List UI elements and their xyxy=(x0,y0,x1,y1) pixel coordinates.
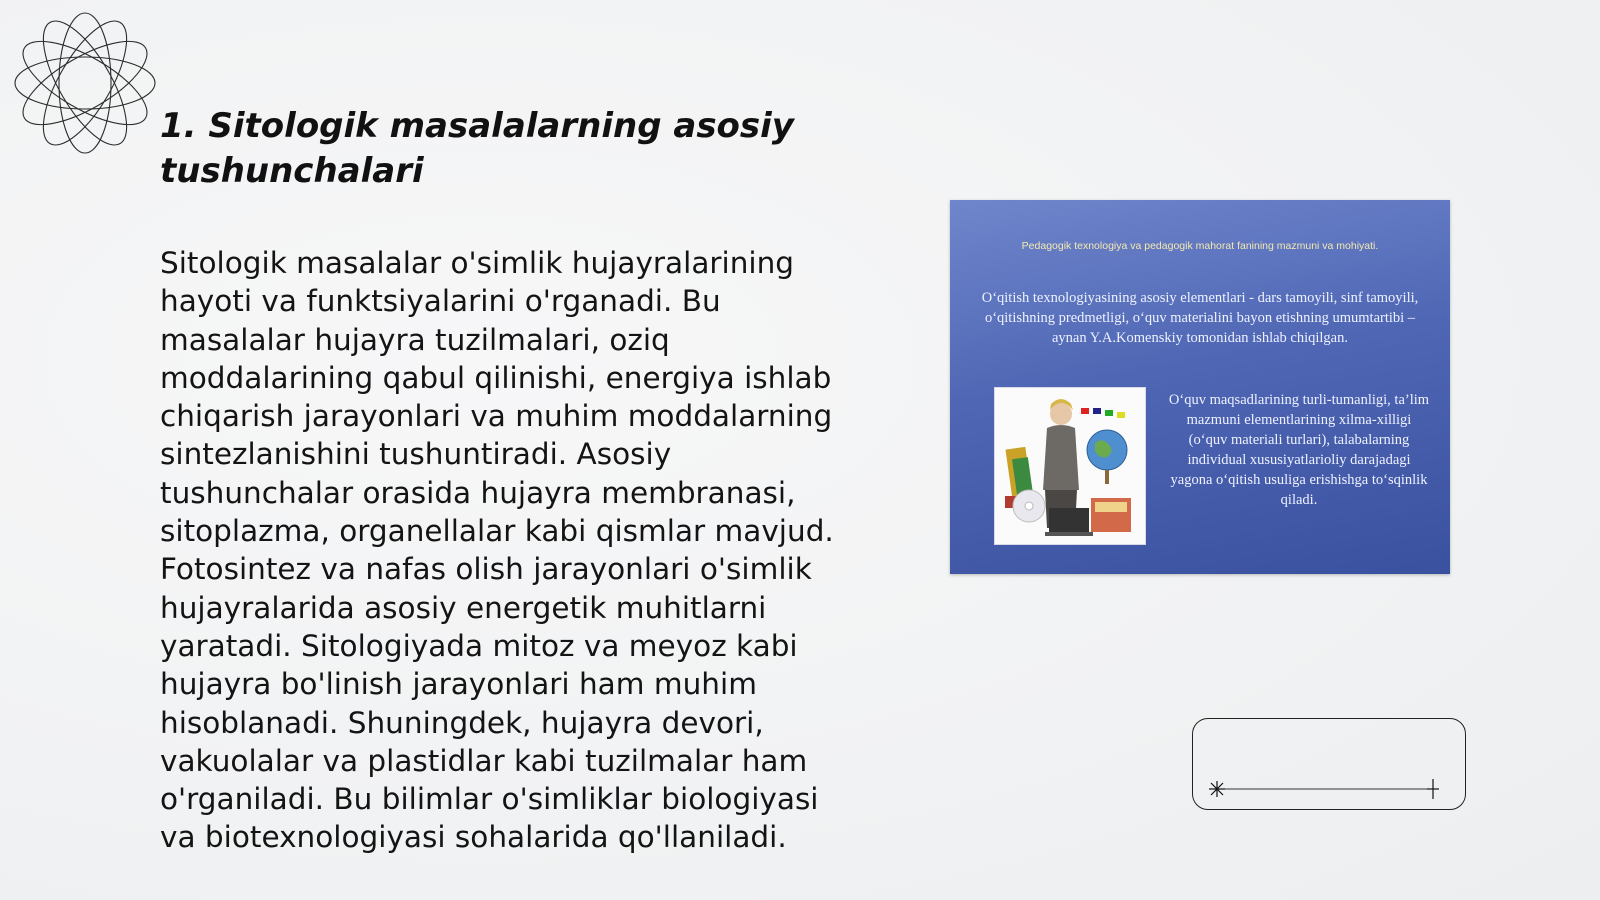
embedded-slide-heading: Pedagogik texnologiya va pedagogik mahorat fanining mazmuni va mohiyati. xyxy=(1021,240,1379,252)
teacher-with-globe-and-books-icon xyxy=(994,387,1146,545)
body-paragraph: Sitologik masalalar o'simlik hujayralarining hayoti va funktsiyalarini o'rganadi. Bu masalalar hujayra tuzilmalari, oziq moddalarining qabul qilinishi, energiya ishlab chiqarish jarayonlari va muhim moddalarning sintezlanishini tushuntiradi. Asosiy tushunchalar orasida hujayra membranasi, sitoplazma, organellalar kabi qismlar mavjud. Fotosintez va nafas olish jarayonlari o'simlik hujayralarida asosiy energetik muhitlarni yaratadi. Sitologiyada mitoz va meyoz kabi hujayra bo'linish jarayonlari ham muhim hisoblanadi. Shuningdek, hujayra devori, vakuolalar va plastidlar kabi tuzilmalar ham o'rganiladi. Bu bilimlar o'simliklar biologiyasi va biotexnologiyasi sohalarida qo'llaniladi. xyxy=(160,246,834,855)
embedded-slide-paragraph-1: O‘qitish texnologiyasining asosiy elementlari - dars tamoyili, sinf tamoyili, o‘qitishning predmetligi, o‘quv materialini bayon etishning umumtartibi – aynan Y.A.Komenskiy tomonidan ishlab chiqilgan. xyxy=(981,290,1419,346)
orbital-logo-icon xyxy=(12,10,158,156)
crosshair-icon xyxy=(1427,779,1439,799)
embedded-slide-paragraph-2: O‘quv maqsadlarining turli-tumanligi, ta’lim mazmuni elementlarining xilma-xilligi (o‘quv materiali turlari), talabalarning individual xususiyatlarioliy darajadagi yagona o‘qitish usuliga erishishga to‘sqinlik qiladi. xyxy=(1168,392,1430,508)
starburst-icon xyxy=(1209,781,1225,797)
decorative-line-frame xyxy=(1192,718,1466,810)
embedded-slide-image xyxy=(950,200,1450,574)
slide-title: 1. Sitologik masalalarning asosiy tushunchalari xyxy=(160,106,794,191)
